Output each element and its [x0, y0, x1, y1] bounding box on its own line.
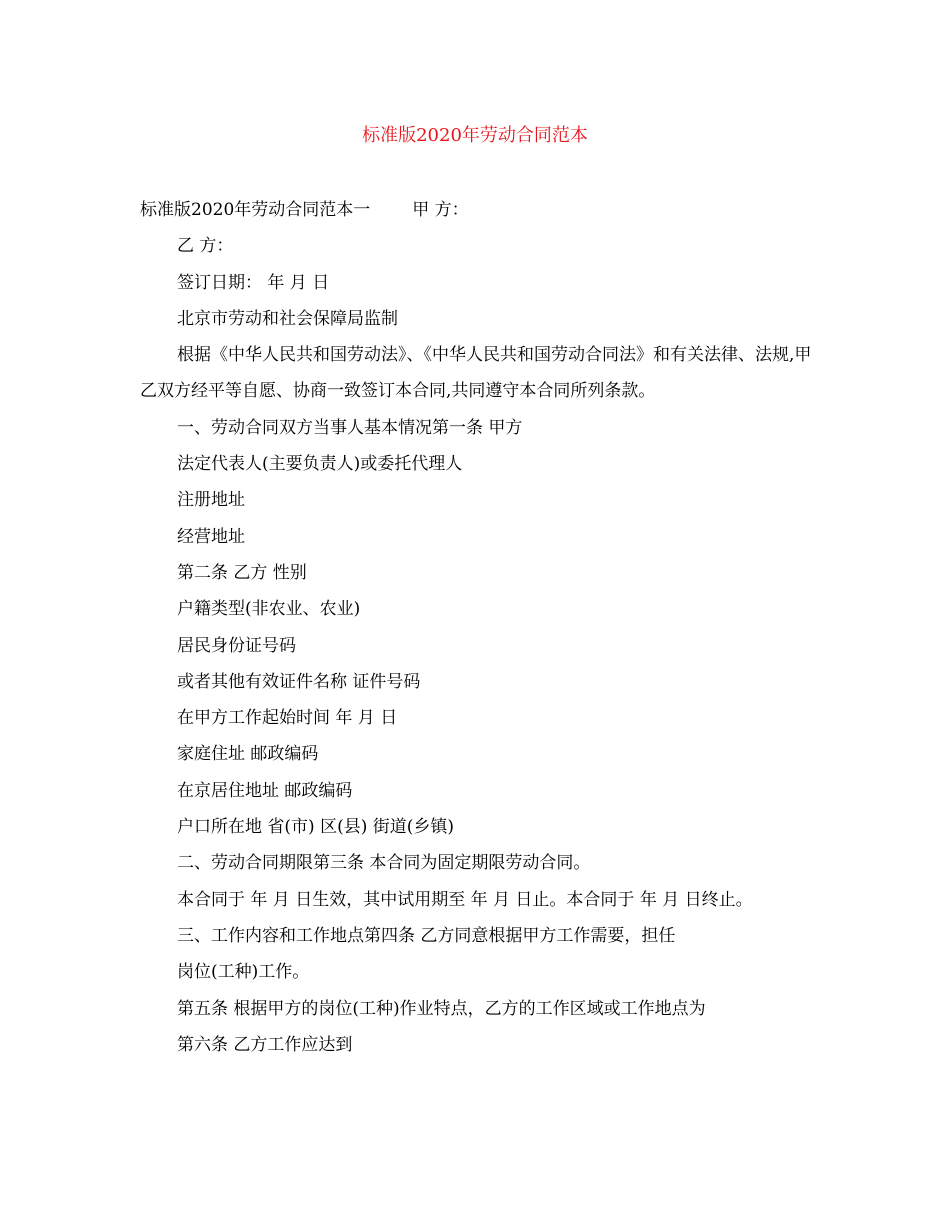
document-title: 标准版2020年劳动合同范本: [362, 125, 588, 146]
hukou-location-line: 户口所在地 省(市) 区(县) 街道(乡镇): [177, 817, 455, 838]
home-address-line: 家庭住址 邮政编码: [177, 744, 319, 765]
business-address-line: 经营地址: [177, 526, 245, 547]
legal-representative-line: 法定代表人(主要负责人)或委托代理人: [177, 454, 463, 475]
article-two-line: 第二条 乙方 性别: [177, 562, 307, 583]
signing-date-line: 签订日期： 年 月 日: [177, 272, 330, 293]
article-five-line: 第五条 根据甲方的岗位(工种)作业特点，乙方的工作区域或工作地点为: [177, 998, 706, 1019]
position-line: 岗位(工种)工作。: [177, 962, 310, 983]
section-two-heading: 二、劳动合同期限第三条 本合同为固定期限劳动合同。: [177, 853, 591, 874]
party-b-line: 乙 方：: [177, 236, 234, 257]
heading-line: [140, 192, 815, 228]
article-six-line: 第六条 乙方工作应达到: [177, 1034, 353, 1055]
other-id-line: 或者其他有效证件名称 证件号码: [177, 671, 421, 692]
contract-term-line: 本合同于 年 月 日生效，其中试用期至 年 月 日止。本合同于 年 月 日终止。: [177, 889, 753, 910]
section-three-heading: 三、工作内容和工作地点第四条 乙方同意根据甲方工作需要，担任: [177, 925, 676, 946]
id-number-line: 居民身份证号码: [177, 635, 296, 656]
document-body: [140, 192, 815, 1063]
preamble-paragraph: 根据《中华人民共和国劳动法》、《中华人民共和国劳动合同法》和有关法律、法规,甲乙双方经平等自愿、协商一致签订本合同,共同遵守本合同所列条款。: [140, 345, 812, 402]
beijing-address-line: 在京居住地址 邮政编码: [177, 780, 353, 801]
registered-address-line: 注册地址: [177, 490, 245, 511]
household-type-line: 户籍类型(非农业、农业): [177, 599, 361, 620]
start-date-line: 在甲方工作起始时间 年 月 日: [177, 708, 398, 729]
section-one-heading: 一、劳动合同双方当事人基本情况第一条 甲方: [177, 417, 523, 438]
supervisor-line: 北京市劳动和社会保障局监制: [177, 308, 398, 329]
heading-line-right: 甲 方：: [412, 200, 469, 220]
heading-line-left: 标准版2020年劳动合同范本一: [140, 200, 371, 220]
